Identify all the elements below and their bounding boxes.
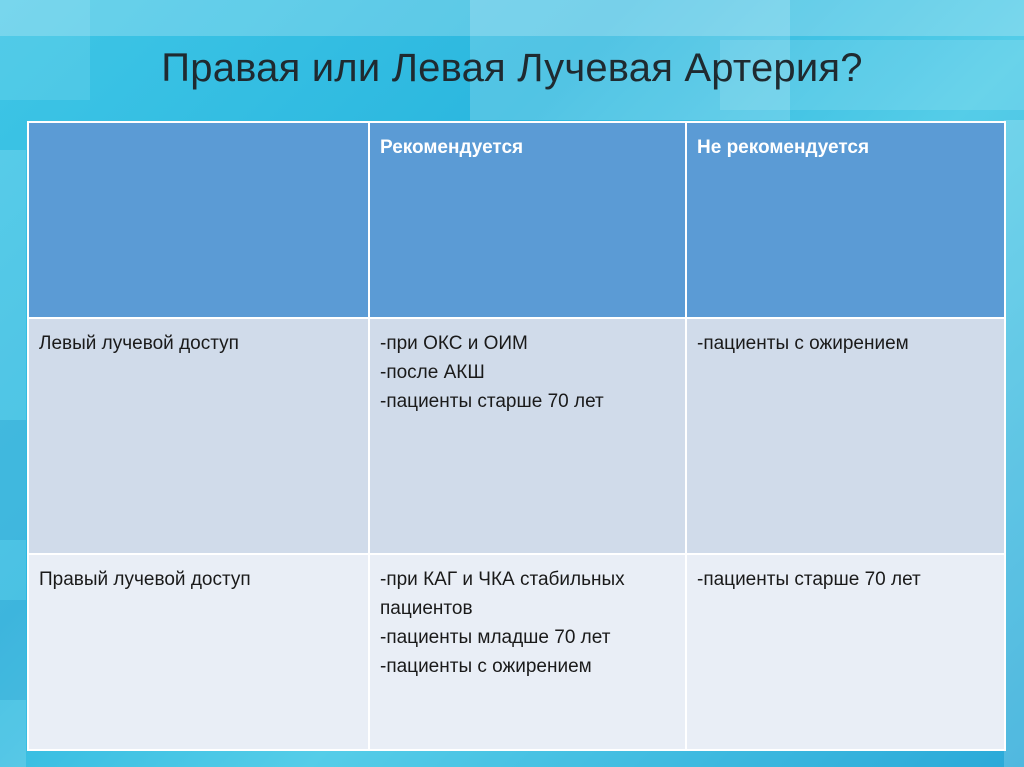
- table-header-empty: [28, 122, 369, 318]
- cell-left-recommended: [369, 318, 686, 554]
- cell-left-not-recommended: [686, 318, 1005, 554]
- row-label-right-access: Правый лучевой доступ: [28, 554, 369, 750]
- table-row: [28, 318, 1005, 554]
- cell-text: -при ОКС и ОИМ: [380, 333, 528, 354]
- cell-text: -пациенты старше 70 лет: [380, 391, 604, 412]
- background-strip-left-dark-lower: [0, 600, 26, 700]
- cell-right-recommended: [369, 554, 686, 750]
- cell-text: -при КАГ и ЧКА стабильных пациентов: [380, 569, 625, 619]
- cell-text: -пациенты с ожирением: [697, 333, 909, 354]
- slide-title: Правая или Левая Лучевая Артерия?: [161, 46, 863, 90]
- comparison-table-container: [27, 121, 1004, 749]
- row-label-left-access: Левый лучевой доступ: [28, 318, 369, 554]
- table-header-recommended: Рекомендуется: [369, 122, 686, 318]
- cell-text: -пациенты старше 70 лет: [697, 569, 921, 590]
- table-header-not-recommended: Не рекомендуется: [686, 122, 1005, 318]
- table-header-row: [28, 122, 1005, 318]
- cell-right-not-recommended: [686, 554, 1005, 750]
- background-strip-right: [1004, 120, 1024, 767]
- cell-text: -пациенты с ожирением: [380, 656, 592, 677]
- cell-text: -пациенты младше 70 лет: [380, 627, 611, 648]
- cell-text: -после АКШ: [380, 362, 485, 383]
- comparison-table: [27, 121, 1006, 751]
- table-row: [28, 554, 1005, 750]
- background-strip-left-dark: [0, 420, 26, 540]
